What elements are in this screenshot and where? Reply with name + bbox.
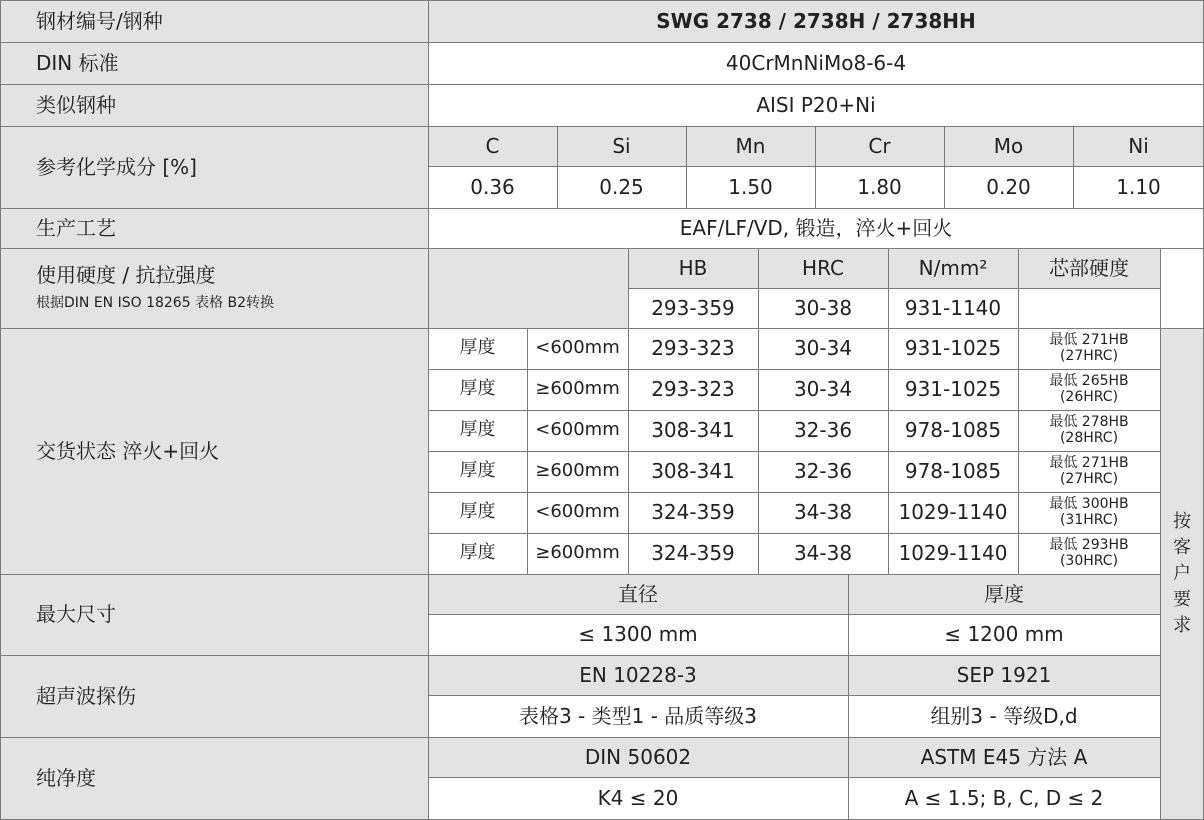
- ultrasonic-value-2: 组别3 - 等级D,d: [930, 703, 1078, 728]
- hardness-col-divider: [758, 248, 759, 574]
- core-min: 最低 300HB: [1049, 495, 1129, 512]
- core-min: 最低 271HB: [1049, 331, 1129, 348]
- chemistry-label: 参考化学成分 [%]: [0, 126, 428, 208]
- core-hrc: (30HRC): [1059, 552, 1119, 569]
- grade-label: 钢材编号/钢种: [0, 0, 428, 42]
- side-note-char: 户: [1173, 562, 1191, 584]
- ultrasonic-label: 超声波探伤: [0, 655, 428, 737]
- delivery-core: [1018, 369, 1160, 410]
- core-min: 最低 265HB: [1049, 372, 1129, 389]
- delivery-hb: 308-341: [651, 418, 735, 442]
- delivery-core: [1018, 451, 1160, 492]
- size-divider: [428, 614, 1160, 615]
- side-note-char: 求: [1173, 615, 1191, 637]
- delivery-nmm: 1029-1140: [898, 500, 1008, 524]
- ultrasonic-standard-1: EN 10228-3: [428, 655, 848, 695]
- process-value: EAF/LF/VD, 锻造，淬火+回火: [679, 215, 953, 240]
- purity-value-1: K4 ≤ 20: [597, 786, 679, 810]
- hardness-blank: [428, 248, 628, 328]
- bottom-col-divider: [848, 574, 849, 820]
- purity-value-2: A ≤ 1.5; B, C, D ≤ 2: [904, 786, 1104, 810]
- value-mn: 1.50: [728, 174, 773, 199]
- delivery-core: [1018, 533, 1160, 574]
- process-label: 生产工艺: [0, 208, 428, 248]
- value-cr: 1.80: [857, 174, 902, 199]
- delivery-thickness: 厚度: [459, 460, 496, 482]
- row-divider: [0, 574, 1160, 575]
- hardness-label: 使用硬度 / 抗拉强度: [36, 263, 216, 288]
- ultrasonic-standard-2: SEP 1921: [848, 655, 1160, 695]
- delivery-hrc: 30-34: [793, 336, 853, 360]
- customer-request-note: [1160, 328, 1204, 820]
- element-c: C: [428, 126, 557, 166]
- ultrasonic-value-1: 表格3 - 类型1 - 品质等级3: [518, 703, 758, 728]
- delivery-core: [1018, 328, 1160, 369]
- hardness-value-hb: 293-359: [651, 295, 735, 320]
- similar-value: AISI P20+Ni: [756, 92, 876, 117]
- purity-label: 纯净度: [0, 737, 428, 820]
- value-si: 0.25: [599, 174, 644, 199]
- core-min: 最低 278HB: [1049, 413, 1129, 430]
- hardness-value-core: [1018, 288, 1160, 328]
- delivery-range: <600mm: [535, 419, 620, 441]
- core-hrc: (31HRC): [1059, 511, 1119, 528]
- border-top: [0, 0, 1204, 1]
- purity-standard-1: DIN 50602: [428, 737, 848, 777]
- chem-col-divider: [944, 126, 945, 208]
- element-cr: Cr: [815, 126, 944, 166]
- delivery-hrc: 34-38: [793, 541, 853, 565]
- purity-standard-2: ASTM E45 方法 A: [848, 737, 1160, 777]
- chem-col-divider: [557, 126, 558, 208]
- value-mo: 0.20: [986, 174, 1031, 199]
- grade-value: SWG 2738 / 2738H / 2738HH: [428, 0, 1204, 42]
- delivery-range: <600mm: [535, 337, 620, 359]
- element-si: Si: [557, 126, 686, 166]
- core-min: 最低 293HB: [1049, 536, 1129, 553]
- delivery-hrc: 32-36: [793, 418, 853, 442]
- hardness-value-nmm: 931-1140: [904, 295, 1002, 320]
- ultrasonic-divider: [428, 695, 1160, 696]
- din-value: 40CrMnNiMo8-6-4: [725, 50, 907, 75]
- side-note-char: 要: [1173, 589, 1191, 611]
- size-header-diameter: 直径: [428, 574, 848, 614]
- row-divider: [0, 42, 1204, 43]
- row-divider: [0, 84, 1204, 85]
- hardness-divider: [628, 288, 1160, 289]
- delivery-range: ≥600mm: [535, 460, 620, 482]
- delivery-core: [1018, 410, 1160, 451]
- hardness-col-divider: [628, 248, 629, 574]
- delivery-thickness: 厚度: [459, 337, 496, 359]
- delivery-nmm: 978-1085: [904, 418, 1002, 442]
- delivery-nmm: 931-1025: [904, 377, 1002, 401]
- delivery-nmm: 1029-1140: [898, 541, 1008, 565]
- hardness-header-hrc: HRC: [758, 248, 888, 288]
- delivery-nmm: 931-1025: [904, 336, 1002, 360]
- size-value-thickness: ≤ 1200 mm: [944, 622, 1064, 646]
- delivery-hb: 324-359: [651, 500, 735, 524]
- core-hrc: (27HRC): [1059, 347, 1119, 364]
- delivery-thickness: 厚度: [459, 419, 496, 441]
- chem-col-divider: [686, 126, 687, 208]
- delivery-thickness: 厚度: [459, 378, 496, 400]
- row-divider: [0, 328, 1204, 329]
- chem-col-divider: [815, 126, 816, 208]
- purity-divider: [428, 777, 1160, 778]
- row-divider: [0, 737, 1160, 738]
- core-hrc: (26HRC): [1059, 388, 1119, 405]
- core-hrc: (28HRC): [1059, 429, 1119, 446]
- delivery-row-divider: [428, 492, 1160, 493]
- delivery-hrc: 30-34: [793, 377, 853, 401]
- hardness-header-hb: HB: [628, 248, 758, 288]
- hardness-header-core: 芯部硬度: [1018, 248, 1160, 288]
- delivery-hb: 293-323: [651, 377, 735, 401]
- hardness-right-blank: [1160, 248, 1204, 328]
- side-note-char: 客: [1173, 536, 1191, 558]
- hardness-col-divider: [1018, 248, 1019, 574]
- delivery-row-divider: [428, 451, 1160, 452]
- hardness-sublabel: 根据DIN EN ISO 18265 表格 B2转换: [36, 295, 275, 312]
- delivery-range: ≥600mm: [535, 542, 620, 564]
- delivery-row-divider: [428, 369, 1160, 370]
- size-value-diameter: ≤ 1300 mm: [578, 622, 698, 646]
- row-divider: [0, 248, 1204, 249]
- row-divider: [0, 126, 1204, 127]
- border-left: [0, 0, 1, 820]
- delivery-label: 交货状态 淬火+回火: [0, 328, 428, 574]
- value-ni: 1.10: [1116, 174, 1161, 199]
- size-label: 最大尺寸: [0, 574, 428, 655]
- size-header-thickness: 厚度: [848, 574, 1160, 614]
- hardness-value-hrc: 30-38: [793, 295, 853, 320]
- core-min: 最低 271HB: [1049, 454, 1129, 471]
- value-c: 0.36: [470, 174, 515, 199]
- row-divider: [0, 208, 1204, 209]
- chem-col-divider: [1073, 126, 1074, 208]
- hardness-label-cell: [0, 248, 428, 328]
- delivery-thickness: 厚度: [459, 542, 496, 564]
- element-mn: Mn: [686, 126, 815, 166]
- delivery-hb: 308-341: [651, 459, 735, 483]
- din-label: DIN 标准: [0, 42, 428, 84]
- side-note-char: 按: [1173, 510, 1191, 532]
- element-mo: Mo: [944, 126, 1073, 166]
- delivery-row-divider: [428, 410, 1160, 411]
- delivery-thickness: 厚度: [459, 501, 496, 523]
- hardness-col-divider: [888, 248, 889, 574]
- element-ni: Ni: [1073, 126, 1204, 166]
- delivery-hrc: 32-36: [793, 459, 853, 483]
- hardness-header-nmm: N/mm²: [888, 248, 1018, 288]
- delivery-range: <600mm: [535, 501, 620, 523]
- delivery-range: ≥600mm: [535, 378, 620, 400]
- side-note-divider: [1160, 248, 1161, 820]
- delivery-row-divider: [428, 533, 1160, 534]
- delivery-nmm: 978-1085: [904, 459, 1002, 483]
- delivery-core: [1018, 492, 1160, 533]
- similar-label: 类似钢种: [0, 84, 428, 126]
- delivery-hrc: 34-38: [793, 500, 853, 524]
- delivery-hb: 324-359: [651, 541, 735, 565]
- delivery-hb: 293-323: [651, 336, 735, 360]
- core-hrc: (27HRC): [1059, 470, 1119, 487]
- chem-divider: [428, 166, 1204, 167]
- row-divider: [0, 655, 1160, 656]
